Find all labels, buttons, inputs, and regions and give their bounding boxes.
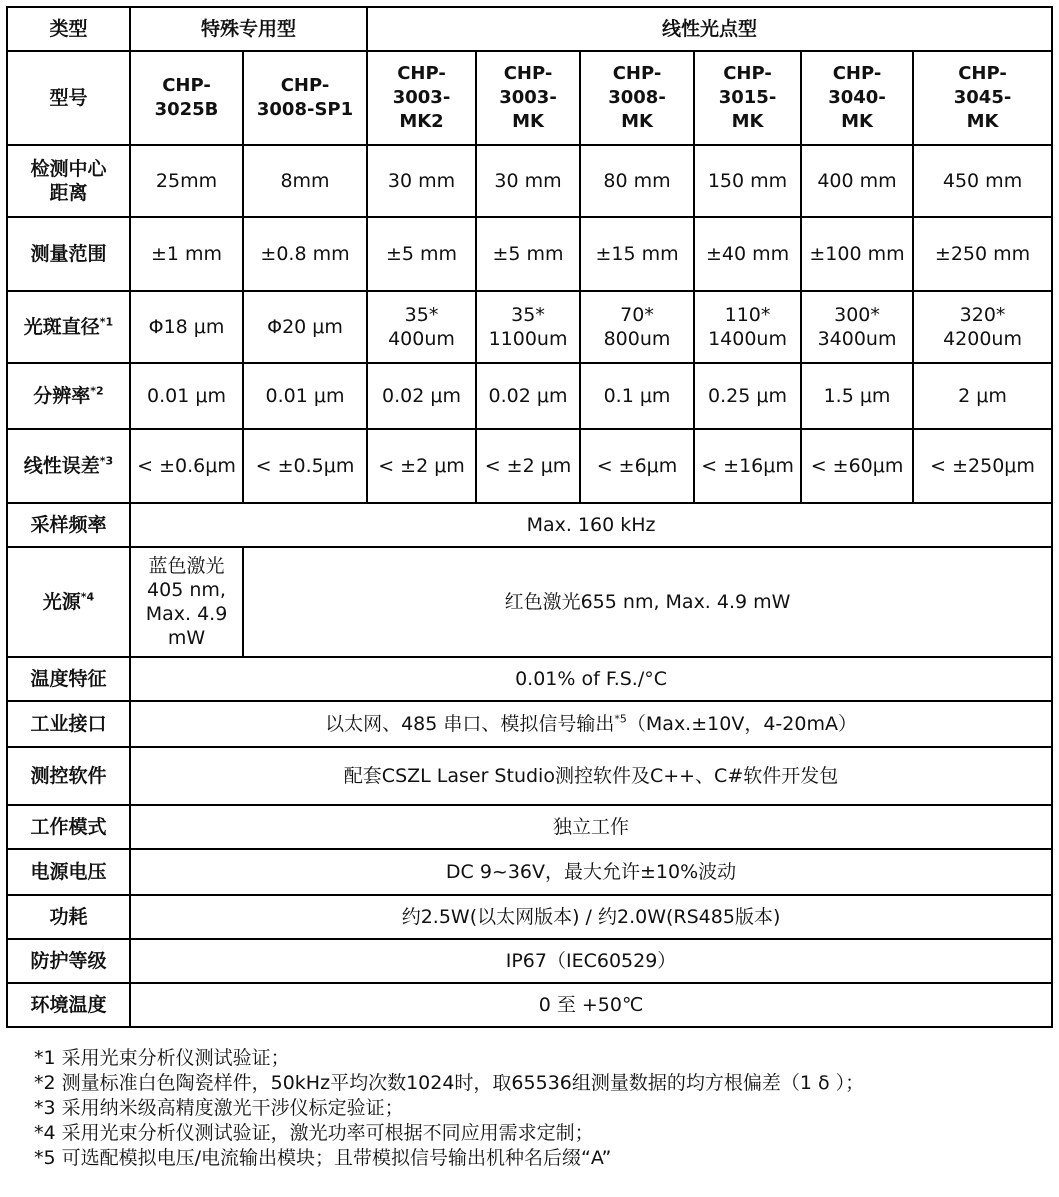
row-industrial-interface	[7, 701, 1052, 747]
cell-text: 特殊专用型	[201, 18, 297, 40]
cell-text: 采样频率	[30, 514, 107, 536]
cell-text: Φ18 μm	[148, 316, 225, 338]
model-header	[913, 51, 1052, 145]
footnote-item: *3 采用纳米级高精度激光干涉仪标定验证；	[34, 1097, 404, 1119]
row-center-distance	[7, 145, 1052, 217]
cell-text: 0.01% of F.S./°C	[515, 668, 667, 690]
cell-text: ±5 mm	[492, 243, 564, 265]
value-cell	[130, 983, 1052, 1027]
model-header	[130, 51, 243, 145]
cell-text: ±0.8 mm	[260, 243, 350, 265]
cell-text: 400 mm	[817, 170, 897, 192]
value-cell	[694, 291, 801, 363]
cell-text: 电源电压	[30, 861, 107, 883]
cell-text: 光源	[42, 591, 81, 613]
cell-text: 70* 800um	[603, 304, 671, 350]
cell-text: 红色激光655 nm, Max. 4.9 mW	[504, 591, 791, 613]
value-cell	[130, 895, 1052, 939]
footnote-item: *2 测量标准白色陶瓷样件，50kHz平均次数1024时，取65536组测量数据的均方根偏差（1 δ ）；	[34, 1072, 865, 1094]
cell-text: DC 9~36V，最大允许±10%波动	[445, 861, 737, 883]
value-cell	[367, 429, 476, 503]
cell-text: ±40 mm	[705, 243, 790, 265]
footnote-ref: *1	[99, 315, 114, 329]
value-cell	[367, 217, 476, 291]
cell-text: ±1 mm	[150, 243, 223, 265]
cell-text: Φ20 μm	[267, 316, 343, 338]
cell-text: 工作模式	[30, 816, 107, 838]
value-cell	[476, 363, 580, 429]
value-cell	[476, 291, 580, 363]
cell-text: CHP- 3003- MK	[499, 63, 557, 132]
cell-text: 线性光点型	[662, 18, 758, 40]
row-measure-range	[7, 217, 1052, 291]
value-cell	[580, 291, 694, 363]
model-header	[243, 51, 367, 145]
footnote-item: *1 采用光束分析仪测试验证；	[34, 1047, 290, 1069]
row-temperature-characteristic	[7, 657, 1052, 701]
cell-text: < ±16μm	[701, 455, 794, 477]
footnotes	[34, 1046, 864, 1171]
cell-text: < ±0.5μm	[255, 455, 355, 477]
model-header	[476, 51, 580, 145]
cell-text: 光斑直径	[23, 316, 100, 338]
value-cell	[580, 145, 694, 217]
value-cell	[476, 217, 580, 291]
row-label	[7, 503, 130, 547]
cell-text: 线性误差	[23, 455, 100, 477]
cell-text: 测控软件	[30, 765, 107, 787]
value-cell	[913, 291, 1052, 363]
cell-text: 320* 4200um	[943, 304, 1022, 350]
cell-text: 450 mm	[942, 170, 1023, 192]
row-label	[7, 849, 130, 895]
value-cell	[130, 849, 1052, 895]
cell-text: 0.25 μm	[708, 385, 787, 407]
value-cell	[694, 145, 801, 217]
row-type	[7, 7, 1052, 51]
cell-text: IP67（IEC60529）	[505, 950, 677, 972]
value-cell	[367, 363, 476, 429]
cell-text: 配套CSZL Laser Studio测控软件及C++、C#软件开发包	[343, 765, 839, 787]
cell-text: 35* 1100um	[488, 304, 568, 350]
row-supply-voltage	[7, 849, 1052, 895]
value-cell	[130, 939, 1052, 983]
cell-text: CHP- 3040- MK	[828, 63, 886, 132]
cell-text: ±5 mm	[385, 243, 458, 265]
row-work-mode	[7, 805, 1052, 849]
row-label	[7, 657, 130, 701]
row-resolution	[7, 363, 1052, 429]
row-label	[7, 547, 130, 657]
row-label	[7, 51, 130, 145]
cell-text: CHP- 3003- MK2	[392, 63, 451, 132]
value-cell	[913, 145, 1052, 217]
row-label	[7, 983, 130, 1027]
cell-text: 工业接口	[30, 713, 107, 735]
cell-text: ±15 mm	[595, 243, 679, 265]
cell-text: 8mm	[280, 170, 330, 192]
cell-text: （Max.±10V，4-20mA）	[626, 713, 857, 735]
value-cell	[913, 429, 1052, 503]
value-cell	[580, 363, 694, 429]
row-power-consumption	[7, 895, 1052, 939]
row-ambient-temperature	[7, 983, 1052, 1027]
cell-text: 功耗	[49, 906, 88, 928]
cell-text: 0.01 μm	[265, 385, 345, 407]
row-sampling-rate	[7, 503, 1052, 547]
footnote-ref: *4	[80, 590, 95, 604]
cell-text: 0 至 +50℃	[538, 994, 644, 1016]
cell-text: 150 mm	[707, 170, 788, 192]
value-cell	[694, 429, 801, 503]
cell-text: < ±2 μm	[378, 455, 465, 477]
value-cell	[801, 429, 913, 503]
row-label	[7, 701, 130, 747]
cell-text: Max. 160 kHz	[526, 514, 656, 536]
cell-text: 80 mm	[603, 170, 671, 192]
cell-text: 环境温度	[30, 994, 107, 1016]
cell-text: CHP- 3008-SP1	[256, 75, 354, 120]
value-cell	[243, 429, 367, 503]
value-cell	[130, 747, 1052, 805]
cell-text: < ±0.6μm	[137, 455, 236, 477]
cell-text: 型号	[49, 87, 88, 109]
value-cell	[130, 363, 243, 429]
cell-text: 35* 400um	[388, 304, 455, 350]
row-label	[7, 895, 130, 939]
row-label	[7, 363, 130, 429]
model-header	[801, 51, 913, 145]
group-header-special	[130, 7, 367, 51]
row-protection-level	[7, 939, 1052, 983]
cell-text: 检测中心 距离	[30, 158, 107, 204]
cell-text: 2 μm	[958, 385, 1007, 407]
cell-text: ±100 mm	[809, 243, 905, 265]
cell-text: 25mm	[155, 170, 218, 192]
value-cell	[801, 145, 913, 217]
cell-text: < ±250μm	[930, 455, 1035, 477]
cell-text: 防护等级	[30, 950, 107, 972]
row-label	[7, 429, 130, 503]
cell-text: ±250 mm	[934, 243, 1031, 265]
value-cell	[130, 503, 1052, 547]
model-header	[694, 51, 801, 145]
cell-text: < ±6μm	[596, 455, 678, 477]
cell-text: 300* 3400um	[817, 304, 897, 350]
cell-text: 约2.5W(以太网版本) / 约2.0W(RS485版本)	[401, 906, 781, 928]
value-cell	[367, 145, 476, 217]
row-label	[7, 291, 130, 363]
cell-text: 以太网、485 串口、模拟信号输出	[325, 713, 615, 735]
cell-text: CHP- 3015- MK	[718, 63, 777, 132]
footnote-item: *5 可选配模拟电压/电流输出模块；且带模拟信号输出机种名后缀“A”	[34, 1147, 612, 1169]
cell-text: 30 mm	[387, 170, 456, 192]
cell-text: < ±60μm	[810, 455, 904, 477]
cell-text: 0.01 μm	[147, 385, 226, 407]
cell-text: CHP- 3025B	[154, 75, 219, 120]
cell-text: 0.02 μm	[382, 385, 461, 407]
cell-text: 温度特征	[30, 668, 107, 690]
value-cell	[243, 291, 367, 363]
footnote-ref: *3	[99, 454, 114, 468]
cell-text: 测量范围	[30, 243, 107, 265]
value-cell	[130, 805, 1052, 849]
row-label	[7, 805, 130, 849]
value-cell	[130, 657, 1052, 701]
value-cell	[694, 363, 801, 429]
value-cell	[130, 429, 243, 503]
cell-text: 110* 1400um	[708, 304, 787, 350]
row-model	[7, 51, 1052, 145]
value-cell	[913, 363, 1052, 429]
cell-text: 蓝色激光 405 nm, Max. 4.9 mW	[145, 555, 228, 649]
value-cell	[243, 547, 1052, 657]
value-cell	[913, 217, 1052, 291]
value-cell	[130, 547, 243, 657]
footnote-ref: *2	[90, 384, 104, 398]
value-cell	[694, 217, 801, 291]
value-cell	[476, 429, 580, 503]
cell-text: 独立工作	[553, 816, 630, 838]
row-label	[7, 747, 130, 805]
cell-text: CHP- 3045- MK	[953, 63, 1012, 132]
value-cell	[580, 429, 694, 503]
cell-text: CHP- 3008- MK	[608, 63, 666, 132]
cell-text: 0.1 μm	[603, 385, 671, 407]
value-cell	[476, 145, 580, 217]
row-label	[7, 939, 130, 983]
cell-text: 1.5 μm	[823, 385, 891, 407]
value-cell	[367, 291, 476, 363]
cell-text: 分辨率	[33, 385, 91, 407]
group-header-linear	[367, 7, 1052, 51]
value-cell	[243, 363, 367, 429]
spec-table	[6, 6, 1053, 1028]
row-spot-diameter	[7, 291, 1052, 363]
value-cell	[130, 217, 243, 291]
value-cell	[801, 217, 913, 291]
value-cell	[130, 291, 243, 363]
footnote-ref: *5	[614, 712, 627, 726]
value-cell	[243, 217, 367, 291]
row-control-software	[7, 747, 1052, 805]
cell-text: 类型	[49, 18, 88, 40]
cell-text: < ±2 μm	[484, 455, 572, 477]
row-label	[7, 145, 130, 217]
cell-text: 30 mm	[494, 170, 562, 192]
row-linearity-error	[7, 429, 1052, 503]
value-cell	[243, 145, 367, 217]
value-cell	[130, 145, 243, 217]
model-header	[580, 51, 694, 145]
row-label	[7, 7, 130, 51]
cell-text: 0.02 μm	[488, 385, 568, 407]
footnote-item: *4 采用光束分析仪测试验证，激光功率可根据不同应用需求定制；	[34, 1122, 594, 1144]
row-label	[7, 217, 130, 291]
value-cell	[580, 217, 694, 291]
row-light-source	[7, 547, 1052, 657]
model-header	[367, 51, 476, 145]
value-cell	[801, 291, 913, 363]
value-cell	[130, 701, 1052, 747]
value-cell	[801, 363, 913, 429]
